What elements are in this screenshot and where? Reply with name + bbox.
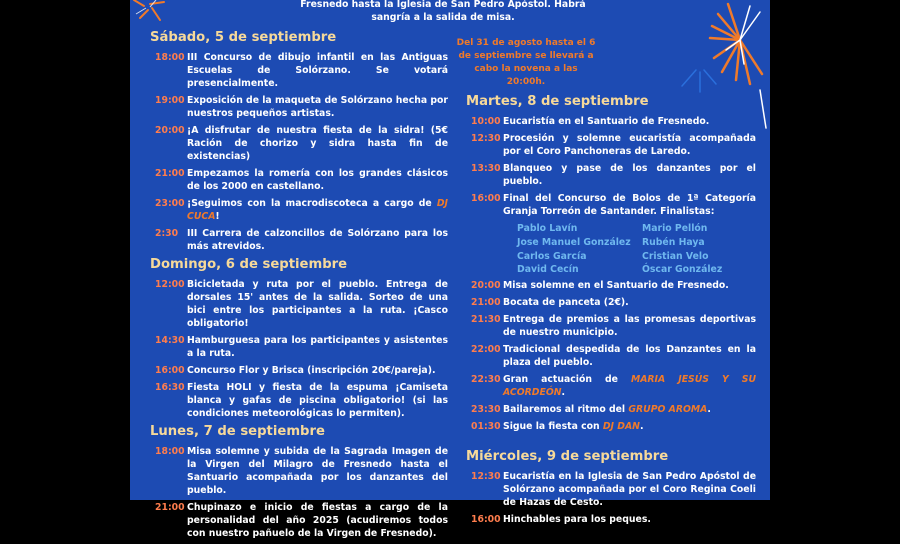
event-text: Bocata de panceta (2€).	[503, 297, 629, 309]
schedule-event	[466, 132, 756, 158]
event-description	[187, 94, 448, 120]
schedule-event	[466, 279, 756, 292]
event-text: Eucaristía en la Iglesia de San Pedro Apóstol de Solórzano acompañada por el Coro Regina Coeli de Hazas de Cesto.	[503, 471, 756, 509]
event-time: 2:30	[155, 228, 179, 239]
finalist-name: David Cecín	[517, 264, 579, 276]
event-text: Empezamos la romería con los grandes clásicos de los 2000 en castellano.	[187, 168, 448, 192]
event-description	[503, 162, 756, 188]
event-text: Misa solemne en el Santuario de Fresnedo.	[503, 280, 729, 292]
event-time: 16:00	[471, 514, 501, 526]
event-time: 12:30	[471, 471, 501, 483]
event-artist: GRUPO AROMA	[628, 404, 708, 416]
finalist-name: Mario Pellón	[642, 223, 708, 234]
finalist-name: Óscar González	[642, 264, 723, 276]
event-text: Tradicional despedida de los Danzantes en la plaza del pueblo.	[503, 344, 756, 369]
finalist-name: Cristian Velo	[642, 250, 709, 262]
schedule-event	[150, 364, 448, 377]
event-time: 16:00	[471, 193, 501, 204]
event-text: Final del Concurso de Bolos de 1ª Categoría Granja Torreón de Santander. Finalistas:	[503, 193, 756, 217]
event-time: 20:00	[155, 125, 185, 136]
right-days	[466, 90, 756, 530]
event-text-end: .	[561, 387, 566, 399]
event-description	[503, 115, 756, 128]
schedule-event	[150, 501, 448, 540]
event-text: Entrega de premios a las promesas deportivas de nuestro municipio.	[503, 314, 756, 339]
event-text: Misa solemne y subida de la Sagrada Imagen de la Virgen del Milagro de Fresnedo hasta el Santuario acompañada por los danzantes del pueblo.	[187, 446, 448, 496]
event-time: 22:30	[471, 374, 501, 386]
event-time: 22:00	[471, 344, 501, 356]
day-title: Sábado, 5 de septiembre	[150, 30, 337, 45]
event-text: Exposición de la maqueta de Solórzano hecha por nuestros pequeños artistas.	[187, 95, 448, 119]
event-description	[187, 197, 448, 223]
event-text: Hamburguesa para los participantes y asistentes a la ruta.	[187, 335, 448, 359]
event-text: Concurso Flor y Brisca (inscripción 20€/pareja).	[187, 365, 436, 376]
schedule-event	[466, 313, 756, 339]
event-description	[503, 192, 756, 218]
event-description	[187, 167, 448, 193]
schedule-event	[150, 334, 448, 360]
event-description	[187, 51, 448, 90]
event-time: 16:00	[155, 365, 185, 376]
schedule-event	[466, 403, 756, 416]
event-description	[503, 313, 756, 339]
day-title: Lunes, 7 de septiembre	[150, 424, 325, 439]
event-description	[503, 132, 756, 158]
schedule-event	[466, 343, 756, 369]
novena-note: Del 31 de agosto hasta el 6 de septiembre se llevará a cabo la novena a las 20:00h.	[456, 38, 596, 87]
schedule-event	[150, 278, 448, 330]
schedule-event	[466, 373, 756, 399]
event-artist: DJ DAN	[602, 421, 640, 433]
event-text: III Carrera de calzoncillos de Solórzano para los más atrevidos.	[187, 228, 448, 252]
event-description	[187, 334, 448, 360]
event-time: 20:00	[471, 280, 501, 292]
event-description	[503, 296, 756, 309]
schedule-event	[150, 51, 448, 90]
event-text: Blanqueo y pase de los danzantes por el pueblo.	[503, 163, 756, 187]
schedule-event	[466, 296, 756, 309]
schedule-event	[150, 445, 448, 497]
event-time: 21:00	[155, 502, 185, 513]
schedule-event	[466, 115, 756, 128]
event-text: Bailaremos al ritmo del	[503, 404, 629, 416]
festival-poster	[130, 0, 770, 539]
intro-text: Fresnedo hasta la Iglesia de San Pedro Apóstol. Habrá sangría a la salida de misa.	[300, 0, 586, 23]
finalist-name: Jose Manuel González	[517, 236, 631, 248]
event-artist: MARIA JESÚS Y SU ACORDEÓN	[503, 374, 756, 399]
schedule-event	[150, 381, 448, 420]
event-text-end: !	[215, 211, 220, 222]
event-text-end: .	[707, 404, 711, 416]
finalist-name: Carlos García	[517, 250, 587, 262]
schedule-event	[150, 94, 448, 120]
event-time: 14:30	[155, 335, 185, 346]
finalists-list	[517, 222, 756, 277]
left-days	[150, 26, 448, 544]
event-text: Procesión y solemne eucaristía acompañada por el Coro Panchoneras de Laredo.	[503, 133, 756, 157]
event-description	[187, 364, 448, 377]
schedule-event	[150, 227, 448, 253]
schedule-event	[150, 197, 448, 223]
event-description	[503, 403, 756, 416]
event-time: 12:00	[155, 279, 185, 290]
schedule-event	[466, 470, 756, 509]
event-text: Hinchables para los peques.	[503, 514, 651, 526]
schedule-event	[150, 124, 448, 163]
event-time: 23:00	[155, 198, 185, 209]
day-title: Martes, 8 de septiembre	[466, 94, 649, 109]
event-time: 21:00	[471, 297, 501, 309]
event-time: 01:30	[471, 421, 501, 433]
event-time: 21:30	[471, 314, 501, 326]
event-text: ¡Seguimos con la macrodiscoteca a cargo de	[187, 198, 437, 209]
event-time: 13:30	[471, 163, 501, 174]
event-description	[187, 124, 448, 163]
event-time: 10:00	[471, 116, 501, 127]
finalist-name: Pablo Lavín	[517, 223, 578, 234]
event-text: Sigue la fiesta con	[503, 421, 603, 433]
event-text: Chupinazo e inicio de fiestas a cargo de la personalidad del año 2025 (acudiremos todos con nuestro pañuelo de la Virgen de Fresnedo).	[187, 502, 448, 539]
event-time: 12:30	[471, 133, 501, 144]
event-text: Fiesta HOLI y fiesta de la espuma ¡Camiseta blanca y gafas de piscina obligatorio! (si las condiciones meteorológicas lo permiten).	[187, 382, 448, 419]
event-time: 23:30	[471, 404, 501, 416]
event-text: III Concurso de dibujo infantil en las Antiguas Escuelas de Solórzano. Se votará presencialmente.	[187, 52, 448, 89]
event-text-end: .	[639, 421, 644, 433]
event-text: ¡A disfrutar de nuestra fiesta de la sidra! (5€ Ración de chorizo y sidra hasta fin de existencias)	[187, 125, 448, 162]
event-description	[503, 513, 756, 526]
event-description	[187, 381, 448, 420]
event-artist: DJ CUCA	[187, 198, 448, 222]
event-description	[187, 227, 448, 253]
event-time: 21:00	[155, 168, 185, 179]
schedule-event	[150, 167, 448, 193]
schedule-event	[466, 513, 756, 526]
event-description	[187, 501, 448, 540]
event-time: 19:00	[155, 95, 185, 106]
event-description	[503, 373, 756, 399]
event-text: Gran actuación de	[503, 374, 631, 386]
schedule-event	[466, 192, 756, 218]
event-time: 18:00	[155, 446, 185, 457]
event-description	[503, 279, 756, 292]
event-description	[503, 470, 756, 509]
schedule-event	[466, 420, 756, 433]
event-time: 16:30	[155, 382, 185, 393]
event-description	[503, 343, 756, 369]
event-description	[187, 445, 448, 497]
day-title: Miércoles, 9 de septiembre	[466, 449, 669, 465]
finalist-name: Rubén Haya	[642, 236, 705, 248]
schedule-event	[466, 162, 756, 188]
event-time: 18:00	[155, 52, 185, 63]
event-text: Eucaristía en el Santuario de Fresnedo.	[503, 116, 710, 127]
event-description	[503, 420, 756, 433]
day-title: Domingo, 6 de septiembre	[150, 257, 348, 272]
event-text: Bicicletada y ruta por el pueblo. Entrega de dorsales 15' antes de la salida. Sorteo de una bici entre los participantes a la ruta. ¡Casco obligatorio!	[187, 279, 448, 329]
event-description	[187, 278, 448, 330]
